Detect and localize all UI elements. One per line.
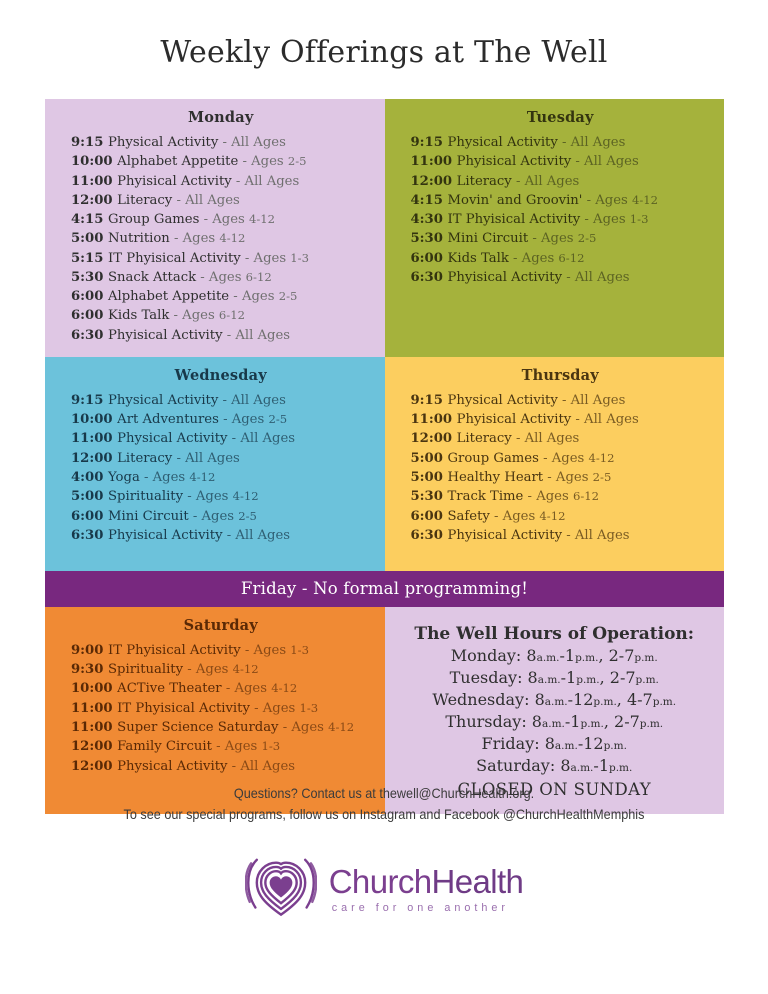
- entry-activity: Literacy: [456, 431, 512, 447]
- schedule-entry: [71, 757, 371, 776]
- hours-times: 8a.m.-1p.m., 2-7p.m.: [526, 645, 658, 665]
- entry-activity: Snack Attack: [108, 269, 197, 285]
- hours-day: Wednesday:: [432, 690, 535, 710]
- day-cell-tuesday: [385, 99, 725, 357]
- entry-time: 5:00: [410, 469, 448, 485]
- entry-time: 6:00: [410, 250, 448, 266]
- entry-time: 4:00: [71, 469, 108, 485]
- entry-time: 4:15: [410, 192, 448, 208]
- hours-row: [385, 733, 725, 755]
- entry-ages: - Ages 2-5: [238, 154, 307, 170]
- friday-banner: Friday - No formal programming!: [45, 571, 724, 607]
- entry-time: 10:00: [71, 412, 118, 428]
- entry-activity: Alphabet Appetite: [117, 154, 239, 170]
- schedule-entry: [411, 429, 711, 448]
- schedule-entry: [411, 152, 711, 171]
- entry-ages: - Ages 4-12: [183, 662, 259, 678]
- entry-time: 9:15: [71, 392, 108, 408]
- entry-ages: - Ages 1-3: [240, 642, 309, 658]
- day-title-saturday: Saturday: [183, 616, 258, 634]
- schedule-entry: [71, 718, 371, 737]
- schedule-entry: [411, 526, 711, 545]
- entry-activity: Physical Activity: [117, 758, 228, 774]
- schedule-entry: [411, 487, 711, 506]
- entry-activity: Literacy: [456, 173, 512, 189]
- entry-activity: Spirituality: [108, 489, 184, 505]
- entry-ages: - Ages 4-12: [169, 231, 246, 247]
- entry-list-saturday: [71, 641, 371, 776]
- footer: [0, 783, 768, 826]
- hours-times: 8a.m.-1p.m.: [560, 756, 633, 776]
- entry-time: 11:00: [71, 719, 118, 735]
- entry-time: 6:30: [71, 327, 108, 343]
- entry-time: 10:00: [71, 681, 118, 697]
- entry-time: 5:00: [71, 231, 108, 247]
- fingerprint-heart-icon: [245, 852, 317, 926]
- entry-activity: Super Science Saturday: [117, 719, 279, 735]
- entry-time: 5:30: [410, 231, 448, 247]
- entry-time: 5:15: [71, 250, 108, 266]
- entry-ages: - All Ages: [511, 431, 580, 447]
- hours-title: The Well Hours of Operation:: [414, 623, 695, 644]
- schedule-entry: [71, 391, 371, 410]
- entry-activity: Physical Activity: [108, 392, 219, 408]
- entry-activity: Kids Talk: [447, 250, 509, 266]
- schedule-entry: [411, 133, 711, 152]
- entry-time: 6:30: [71, 527, 108, 543]
- entry-ages: - Ages 1-3: [240, 250, 309, 266]
- schedule-entry: [71, 449, 371, 468]
- hours-row: [385, 711, 725, 733]
- hours-day: Friday:: [481, 734, 545, 754]
- entry-ages: - All Ages: [172, 192, 240, 208]
- entry-activity: Family Circuit: [117, 739, 212, 755]
- hours-times: 8a.m.-1p.m., 2-7p.m.: [527, 668, 659, 687]
- entry-activity: Phyisical Activity: [456, 412, 572, 428]
- schedule-entry: [411, 410, 711, 429]
- entry-ages: - All Ages: [218, 392, 286, 408]
- entry-time: 4:30: [410, 212, 448, 228]
- logo-name-health: Health: [431, 862, 524, 900]
- entry-activity: Group Games: [447, 450, 539, 466]
- schedule-entry: [71, 152, 371, 171]
- entry-ages: - All Ages: [222, 527, 291, 543]
- schedule-entry: [71, 526, 371, 545]
- schedule-entry: [71, 306, 371, 325]
- schedule-entry: [71, 410, 371, 429]
- entry-activity: Phyisical Activity: [447, 527, 563, 543]
- hours-row: [385, 667, 725, 689]
- schedule-entry: [71, 507, 371, 526]
- schedule-entry: [411, 229, 711, 248]
- hours-row: [385, 755, 725, 777]
- entry-time: 11:00: [71, 431, 118, 447]
- schedule-entry: [411, 468, 711, 487]
- day-cell-wednesday: [45, 357, 385, 571]
- entry-activity: Yoga: [108, 469, 140, 485]
- entry-ages: - Ages 2-5: [528, 231, 597, 247]
- entry-time: 12:00: [410, 173, 457, 189]
- entry-ages: - Ages 2-5: [543, 469, 612, 485]
- hours-times: 8a.m.-1p.m., 2-7p.m.: [531, 712, 664, 732]
- entry-ages: - Ages 1-3: [211, 739, 281, 755]
- entry-ages: - Ages 4-12: [183, 489, 259, 505]
- day-cell-monday: [45, 99, 385, 357]
- entry-time: 5:00: [71, 489, 108, 505]
- entry-activity: IT Phyisical Activity: [108, 642, 241, 658]
- entry-time: 6:30: [410, 527, 448, 543]
- entry-time: 5:30: [410, 489, 448, 505]
- entry-ages: - Ages 4-12: [221, 681, 298, 697]
- entry-activity: Physical Activity: [447, 392, 558, 408]
- entry-activity: Phyisical Activity: [456, 154, 572, 170]
- schedule-row-1: [45, 99, 724, 357]
- entry-activity: Physical Activity: [117, 431, 228, 447]
- weekly-schedule-grid: [45, 99, 724, 814]
- footer-social-line: To see our special programs, follow us on Instagram and Facebook @ChurchHealthMemphis: [123, 807, 645, 823]
- entry-ages: - Ages 6-12: [196, 269, 272, 285]
- schedule-entry: [71, 210, 371, 229]
- entry-time: 9:15: [71, 135, 108, 150]
- logo-name: [328, 862, 524, 900]
- entry-ages: - Ages 4-12: [538, 450, 615, 466]
- entry-ages: - Ages 4-12: [278, 719, 355, 735]
- entry-ages: - Ages 1-3: [249, 700, 319, 716]
- schedule-entry: [411, 191, 711, 210]
- entry-time: 11:00: [410, 412, 457, 428]
- entry-activity: Mini Circuit: [447, 231, 529, 247]
- entry-time: 12:00: [71, 739, 118, 755]
- entry-time: 6:00: [71, 508, 108, 524]
- schedule-entry: [71, 679, 371, 698]
- hours-row: [385, 689, 725, 711]
- entry-list-wednesday: [71, 391, 371, 545]
- entry-time: 5:00: [410, 450, 448, 466]
- entry-activity: Phyisical Activity: [117, 173, 232, 189]
- entry-time: 9:15: [410, 135, 448, 150]
- schedule-entry: [71, 429, 371, 448]
- schedule-entry: [71, 699, 371, 718]
- entry-ages: - All Ages: [231, 173, 300, 189]
- entry-ages: - All Ages: [218, 135, 286, 150]
- schedule-entry: [71, 172, 371, 191]
- hours-list: [385, 645, 725, 777]
- entry-ages: - Ages 2-5: [229, 289, 298, 305]
- entry-activity: Physical Activity: [108, 135, 219, 150]
- entry-time: 9:00: [71, 642, 108, 658]
- schedule-entry: [411, 507, 711, 526]
- entry-activity: Art Adventures: [117, 412, 219, 428]
- schedule-entry: [71, 468, 371, 487]
- entry-list-monday: [71, 133, 371, 345]
- hours-day: Monday:: [450, 645, 527, 665]
- schedule-entry: [71, 229, 371, 248]
- schedule-entry: [71, 660, 371, 679]
- entry-ages: - All Ages: [222, 327, 291, 343]
- entry-ages: - Ages 4-12: [199, 212, 276, 228]
- entry-time: 5:30: [71, 269, 108, 285]
- entry-time: 11:00: [410, 154, 457, 170]
- hours-closed-note: CLOSED ON SUNDAY: [457, 780, 652, 800]
- entry-ages: - Ages 4-12: [139, 469, 216, 485]
- entry-time: 11:00: [71, 173, 118, 189]
- entry-activity: IT Phyisical Activity: [447, 212, 581, 228]
- hours-times: 8a.m.-12p.m., 4-7p.m.: [534, 690, 677, 710]
- entry-ages: - All Ages: [557, 135, 626, 150]
- entry-time: 4:15: [71, 212, 108, 228]
- entry-ages: - Ages 2-5: [218, 412, 288, 428]
- entry-time: 6:00: [71, 308, 108, 324]
- schedule-entry: [71, 287, 371, 306]
- entry-ages: - All Ages: [571, 154, 639, 170]
- entry-ages: - All Ages: [557, 392, 626, 408]
- schedule-entry: [71, 191, 371, 210]
- entry-time: 11:00: [71, 700, 118, 716]
- schedule-entry: [71, 249, 371, 268]
- entry-list-tuesday: [411, 133, 711, 287]
- entry-ages: - All Ages: [511, 173, 580, 189]
- hours-times: 8a.m.-12p.m.: [544, 734, 627, 754]
- entry-ages: - Ages 6-12: [523, 489, 599, 505]
- entry-activity: Literacy: [117, 450, 173, 466]
- entry-ages: - Ages 6-12: [508, 250, 585, 266]
- entry-activity: Literacy: [117, 192, 173, 208]
- entry-activity: IT Phyisical Activity: [117, 700, 250, 716]
- entry-activity: Spirituality: [108, 662, 184, 678]
- entry-ages: - All Ages: [571, 412, 639, 428]
- entry-ages: - All Ages: [227, 431, 296, 447]
- day-title-wednesday: Wednesday: [174, 366, 267, 384]
- schedule-entry: [71, 487, 371, 506]
- entry-time: 9:15: [410, 392, 448, 408]
- entry-time: 9:30: [71, 662, 108, 678]
- day-cell-thursday: [385, 357, 725, 571]
- schedule-entry: [411, 268, 711, 287]
- entry-activity: Alphabet Appetite: [108, 289, 230, 305]
- entry-time: 6:30: [410, 269, 448, 285]
- entry-ages: - Ages 1-3: [580, 212, 649, 228]
- entry-ages: - Ages 4-12: [489, 508, 566, 524]
- entry-time: 6:00: [410, 508, 448, 524]
- entry-activity: Phyisical Activity: [108, 327, 223, 343]
- entry-activity: Mini Circuit: [108, 508, 189, 524]
- entry-activity: Track Time: [447, 489, 524, 505]
- hours-day: Tuesday:: [449, 668, 528, 687]
- day-title-tuesday: Tuesday: [526, 109, 594, 126]
- entry-activity: Phyisical Activity: [108, 527, 223, 543]
- entry-time: 10:00: [71, 154, 118, 170]
- logo-wordmark: [328, 862, 524, 914]
- entry-activity: Group Games: [108, 212, 200, 228]
- entry-time: 12:00: [71, 758, 118, 774]
- entry-activity: Safety: [447, 508, 490, 524]
- logo-name-church: Church: [328, 862, 432, 900]
- entry-ages: - All Ages: [172, 450, 240, 466]
- hours-day: Saturday:: [476, 756, 561, 776]
- entry-ages: - Ages 4-12: [582, 192, 659, 208]
- entry-activity: Phyisical Activity: [447, 269, 563, 285]
- hours-row: [385, 645, 725, 667]
- schedule-entry: [71, 268, 371, 287]
- entry-list-thursday: [411, 391, 711, 545]
- entry-ages: - Ages 6-12: [169, 308, 245, 324]
- entry-activity: Nutrition: [108, 231, 170, 247]
- entry-activity: IT Phyisical Activity: [108, 250, 241, 266]
- schedule-entry: [71, 641, 371, 660]
- day-title-thursday: Thursday: [521, 366, 599, 384]
- entry-ages: - All Ages: [227, 758, 296, 774]
- church-health-logo: [0, 852, 768, 926]
- entry-time: 12:00: [71, 192, 118, 208]
- entry-activity: Physical Activity: [447, 135, 558, 150]
- hours-day: Thursday:: [445, 712, 532, 732]
- logo-tagline: care for one another: [331, 901, 509, 914]
- entry-time: 12:00: [71, 450, 118, 466]
- schedule-entry: [411, 449, 711, 468]
- entry-ages: - All Ages: [562, 527, 630, 543]
- entry-time: 12:00: [410, 431, 457, 447]
- schedule-entry: [411, 210, 711, 229]
- schedule-row-2: [45, 357, 724, 571]
- schedule-entry: [71, 326, 371, 345]
- schedule-entry: [71, 133, 371, 152]
- entry-ages: - Ages 2-5: [188, 508, 257, 524]
- schedule-entry: [411, 249, 711, 268]
- schedule-entry: [411, 172, 711, 191]
- schedule-entry: [411, 391, 711, 410]
- day-title-monday: Monday: [188, 109, 254, 126]
- schedule-entry: [71, 737, 371, 756]
- entry-ages: - All Ages: [562, 269, 630, 285]
- entry-activity: Kids Talk: [108, 308, 170, 324]
- page-title: Weekly Offerings at The Well: [160, 35, 608, 70]
- footer-contact-line: Questions? Contact us at thewell@ChurchHealth.org.: [233, 786, 535, 801]
- entry-activity: ACTive Theater: [117, 681, 222, 697]
- entry-activity: Healthy Heart: [447, 469, 544, 485]
- entry-time: 6:00: [71, 289, 108, 305]
- entry-activity: Movin' and Groovin': [447, 192, 583, 208]
